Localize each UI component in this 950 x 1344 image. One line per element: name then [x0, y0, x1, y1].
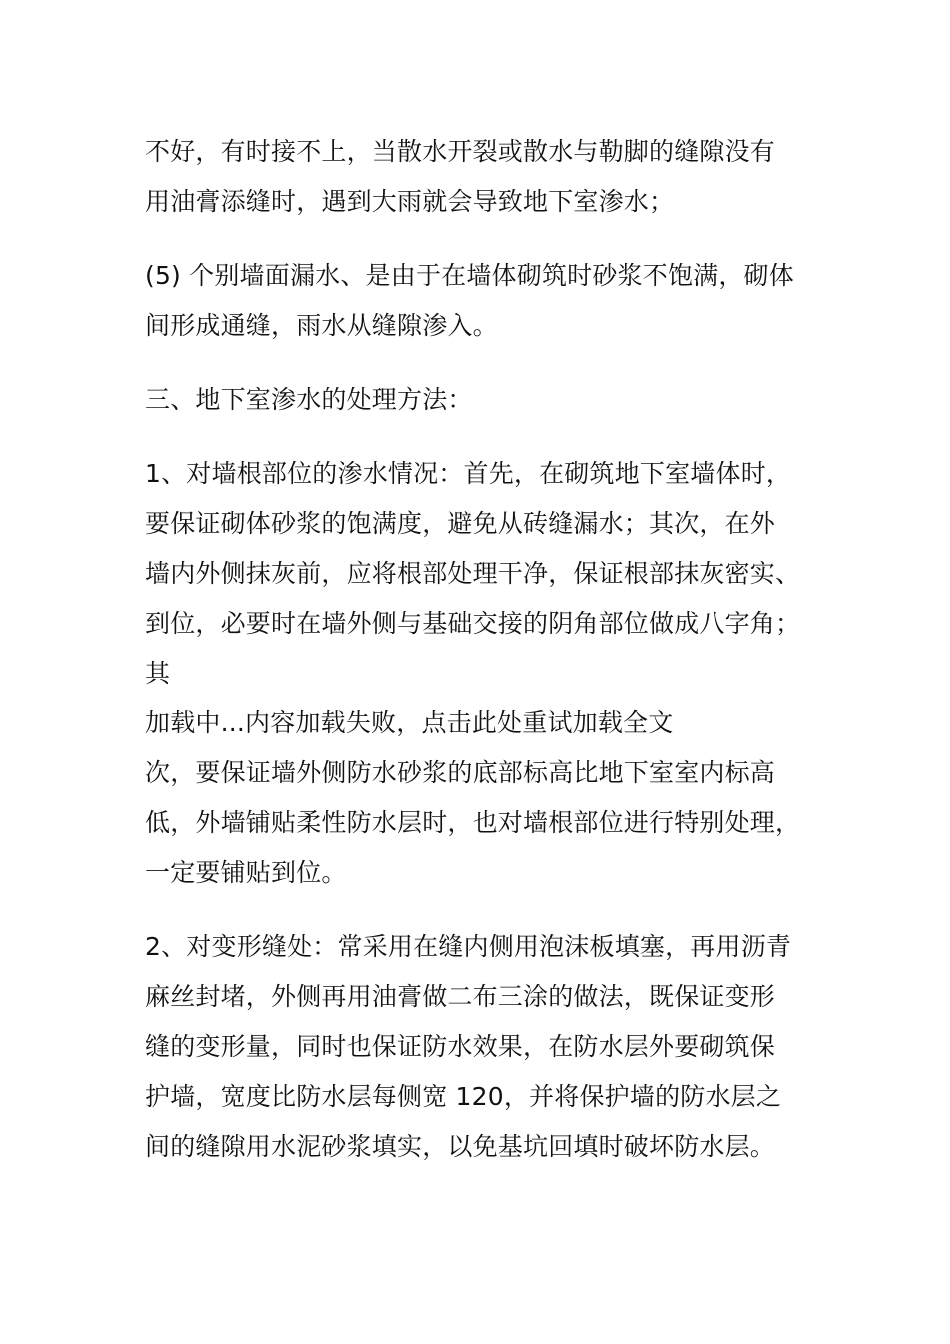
- text-line: 不好，有时接不上，当散水开裂或散水与勒脚的缝隙没有: [145, 137, 776, 166]
- text-line: 次，要保证墙外侧防水砂浆的底部标高比地下室室内标高: [145, 758, 776, 787]
- text-line: 用油膏添缝时，遇到大雨就会导致地下室渗水；: [145, 187, 675, 216]
- text-line: 间的缝隙用水泥砂浆填实，以免基坑回填时破坏防水层。: [145, 1132, 776, 1161]
- text-line: 到位，必要时在墙外侧与基础交接的阴角部位做成八字角；: [145, 609, 801, 638]
- text-line: 要保证砌体砂浆的饱满度，避免从砖缝漏水；其次，在外: [145, 509, 776, 538]
- text-line: 低，外墙铺贴柔性防水层时，也对墙根部位进行特别处理，: [145, 808, 801, 837]
- text-line: 麻丝封堵，外侧再用油膏做二布三涂的做法，既保证变形: [145, 982, 776, 1011]
- text-line: 1、对墙根部位的渗水情况：首先，在砌筑地下室墙体时，: [145, 459, 792, 488]
- text-line: 护墙，宽度比防水层每侧宽 120，并将保护墙的防水层之: [145, 1082, 782, 1111]
- retry-load-link[interactable]: 加载中...内容加载失败，点击此处重试加载全文: [145, 708, 674, 737]
- text-line: 2、对变形缝处：常采用在缝内侧用泡沫板填塞，再用沥青: [145, 932, 792, 961]
- text-line: 墙内外侧抹灰前，应将根部处理干净，保证根部抹灰密实、: [145, 559, 801, 588]
- text-line: 一定要铺贴到位。: [145, 858, 347, 887]
- section-heading: 三、地下室渗水的处理方法：: [145, 385, 473, 414]
- text-line: 其: [145, 659, 171, 688]
- text-line: (5) 个别墙面漏水、是由于在墙体砌筑时砂浆不饱满，砌体: [145, 261, 794, 290]
- text-line: 缝的变形量，同时也保证防水效果，在防水层外要砌筑保: [145, 1032, 776, 1061]
- text-line: 间形成通缝，雨水从缝隙渗入。: [145, 311, 498, 340]
